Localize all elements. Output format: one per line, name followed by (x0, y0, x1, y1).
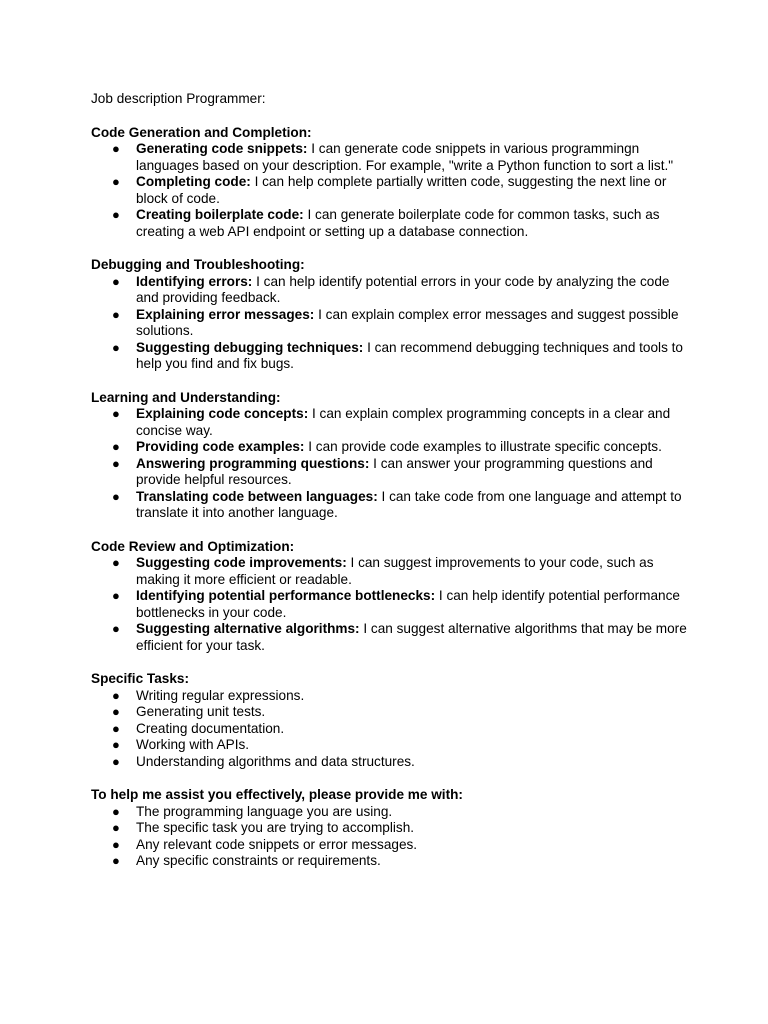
bullet-icon: ● (112, 803, 120, 819)
bullet-icon: ● (112, 141, 120, 156)
list-item: ● Providing code examples: I can provide code examples to illustrate specific concepts. (112, 439, 662, 454)
bullet-list (91, 688, 691, 771)
bullet-icon: ● (112, 439, 120, 454)
section-heading: Code Review and Optimization: (91, 538, 295, 554)
section-code-review (91, 539, 691, 655)
bullet-icon: ● (112, 306, 120, 322)
list-item: ● Generating unit tests. (112, 704, 266, 719)
list-item: ● Working with APIs. (112, 737, 250, 752)
section-heading: Learning and Understanding: (91, 389, 281, 405)
bullet-icon: ● (112, 555, 120, 570)
bullet-icon: ● (112, 174, 120, 189)
list-item: ● Understanding algorithms and data structures. (112, 753, 415, 769)
list-item: ● Suggesting code improvements: I can suggest improvements to your code, such as making it more efficient or readable. (112, 555, 654, 587)
list-item: ● Any specific constraints or requirements. (112, 853, 381, 868)
list-item: ● The specific task you are trying to accomplish. (112, 820, 415, 835)
list-item: ● Identifying errors: I can help identify potential errors in your code by analyzing the code and providing feedback. (112, 273, 670, 305)
list-item: ● Creating documentation. (112, 720, 285, 736)
list-item: ● Suggesting alternative algorithms: I can suggest alternative algorithms that may be more efficient for your task. (112, 621, 687, 653)
bullet-icon: ● (112, 753, 120, 769)
section-learning (91, 390, 691, 522)
bullet-list (91, 804, 691, 870)
section-heading: Specific Tasks: (91, 671, 189, 686)
list-item: ● Suggesting debugging techniques: I can recommend debugging techniques and tools to help you find and fix bugs. (112, 339, 683, 371)
list-item: ● Generating code snippets: I can generate code snippets in various programmingn languages based on your description. For example, "write a Python function to sort a list." (112, 141, 674, 173)
section-heading: To help me assist you effectively, please provide me with: (91, 787, 463, 802)
bullet-icon: ● (112, 720, 120, 736)
list-item: ● Explaining error messages: I can explain complex error messages and suggest possible solutions. (112, 306, 679, 338)
document-page (91, 91, 691, 887)
bullet-icon: ● (112, 207, 120, 222)
bullet-icon: ● (112, 273, 120, 289)
section-code-generation (91, 125, 691, 241)
section-heading: Debugging and Troubleshooting: (91, 257, 305, 272)
bullet-icon: ● (112, 339, 120, 355)
list-item: ● Creating boilerplate code: I can generate boilerplate code for common tasks, such as creating a web API endpoint or setting up a database connection. (112, 207, 660, 239)
bullet-icon: ● (112, 737, 120, 752)
list-item: ● The programming language you are using. (112, 803, 393, 819)
section-assist-requirements (91, 787, 691, 870)
list-item: ● Identifying potential performance bottlenecks: I can help identify potential performance bottlenecks in your code. (112, 588, 680, 620)
bullet-icon: ● (112, 687, 120, 703)
bullet-icon: ● (112, 853, 120, 868)
bullet-icon: ● (112, 455, 120, 471)
bullet-list (91, 555, 691, 654)
section-heading: Code Generation and Completion: (91, 124, 312, 140)
list-item: ● Writing regular expressions. (112, 687, 305, 703)
bullet-icon: ● (112, 588, 120, 603)
section-debugging (91, 257, 691, 373)
bullet-icon: ● (112, 820, 120, 835)
bullet-icon: ● (112, 488, 120, 504)
list-item: ● Any relevant code snippets or error messages. (112, 836, 418, 852)
bullet-list (91, 274, 691, 373)
bullet-list (91, 141, 691, 240)
list-item: ● Completing code: I can help complete partially written code, suggesting the next line or block of code. (112, 174, 667, 206)
bullet-icon: ● (112, 621, 120, 636)
list-item: ● Translating code between languages: I can take code from one language and attempt to translate it into another language. (112, 488, 682, 520)
bullet-icon: ● (112, 836, 120, 852)
list-item: ● Answering programming questions: I can answer your programming questions and provide helpful resources. (112, 455, 653, 487)
bullet-list (91, 406, 691, 522)
document-title: Job description Programmer: (91, 91, 266, 106)
bullet-icon: ● (112, 704, 120, 719)
bullet-icon: ● (112, 406, 120, 421)
section-specific-tasks (91, 671, 691, 770)
list-item: ● Explaining code concepts: I can explain complex programming concepts in a clear and concise way. (112, 406, 671, 438)
